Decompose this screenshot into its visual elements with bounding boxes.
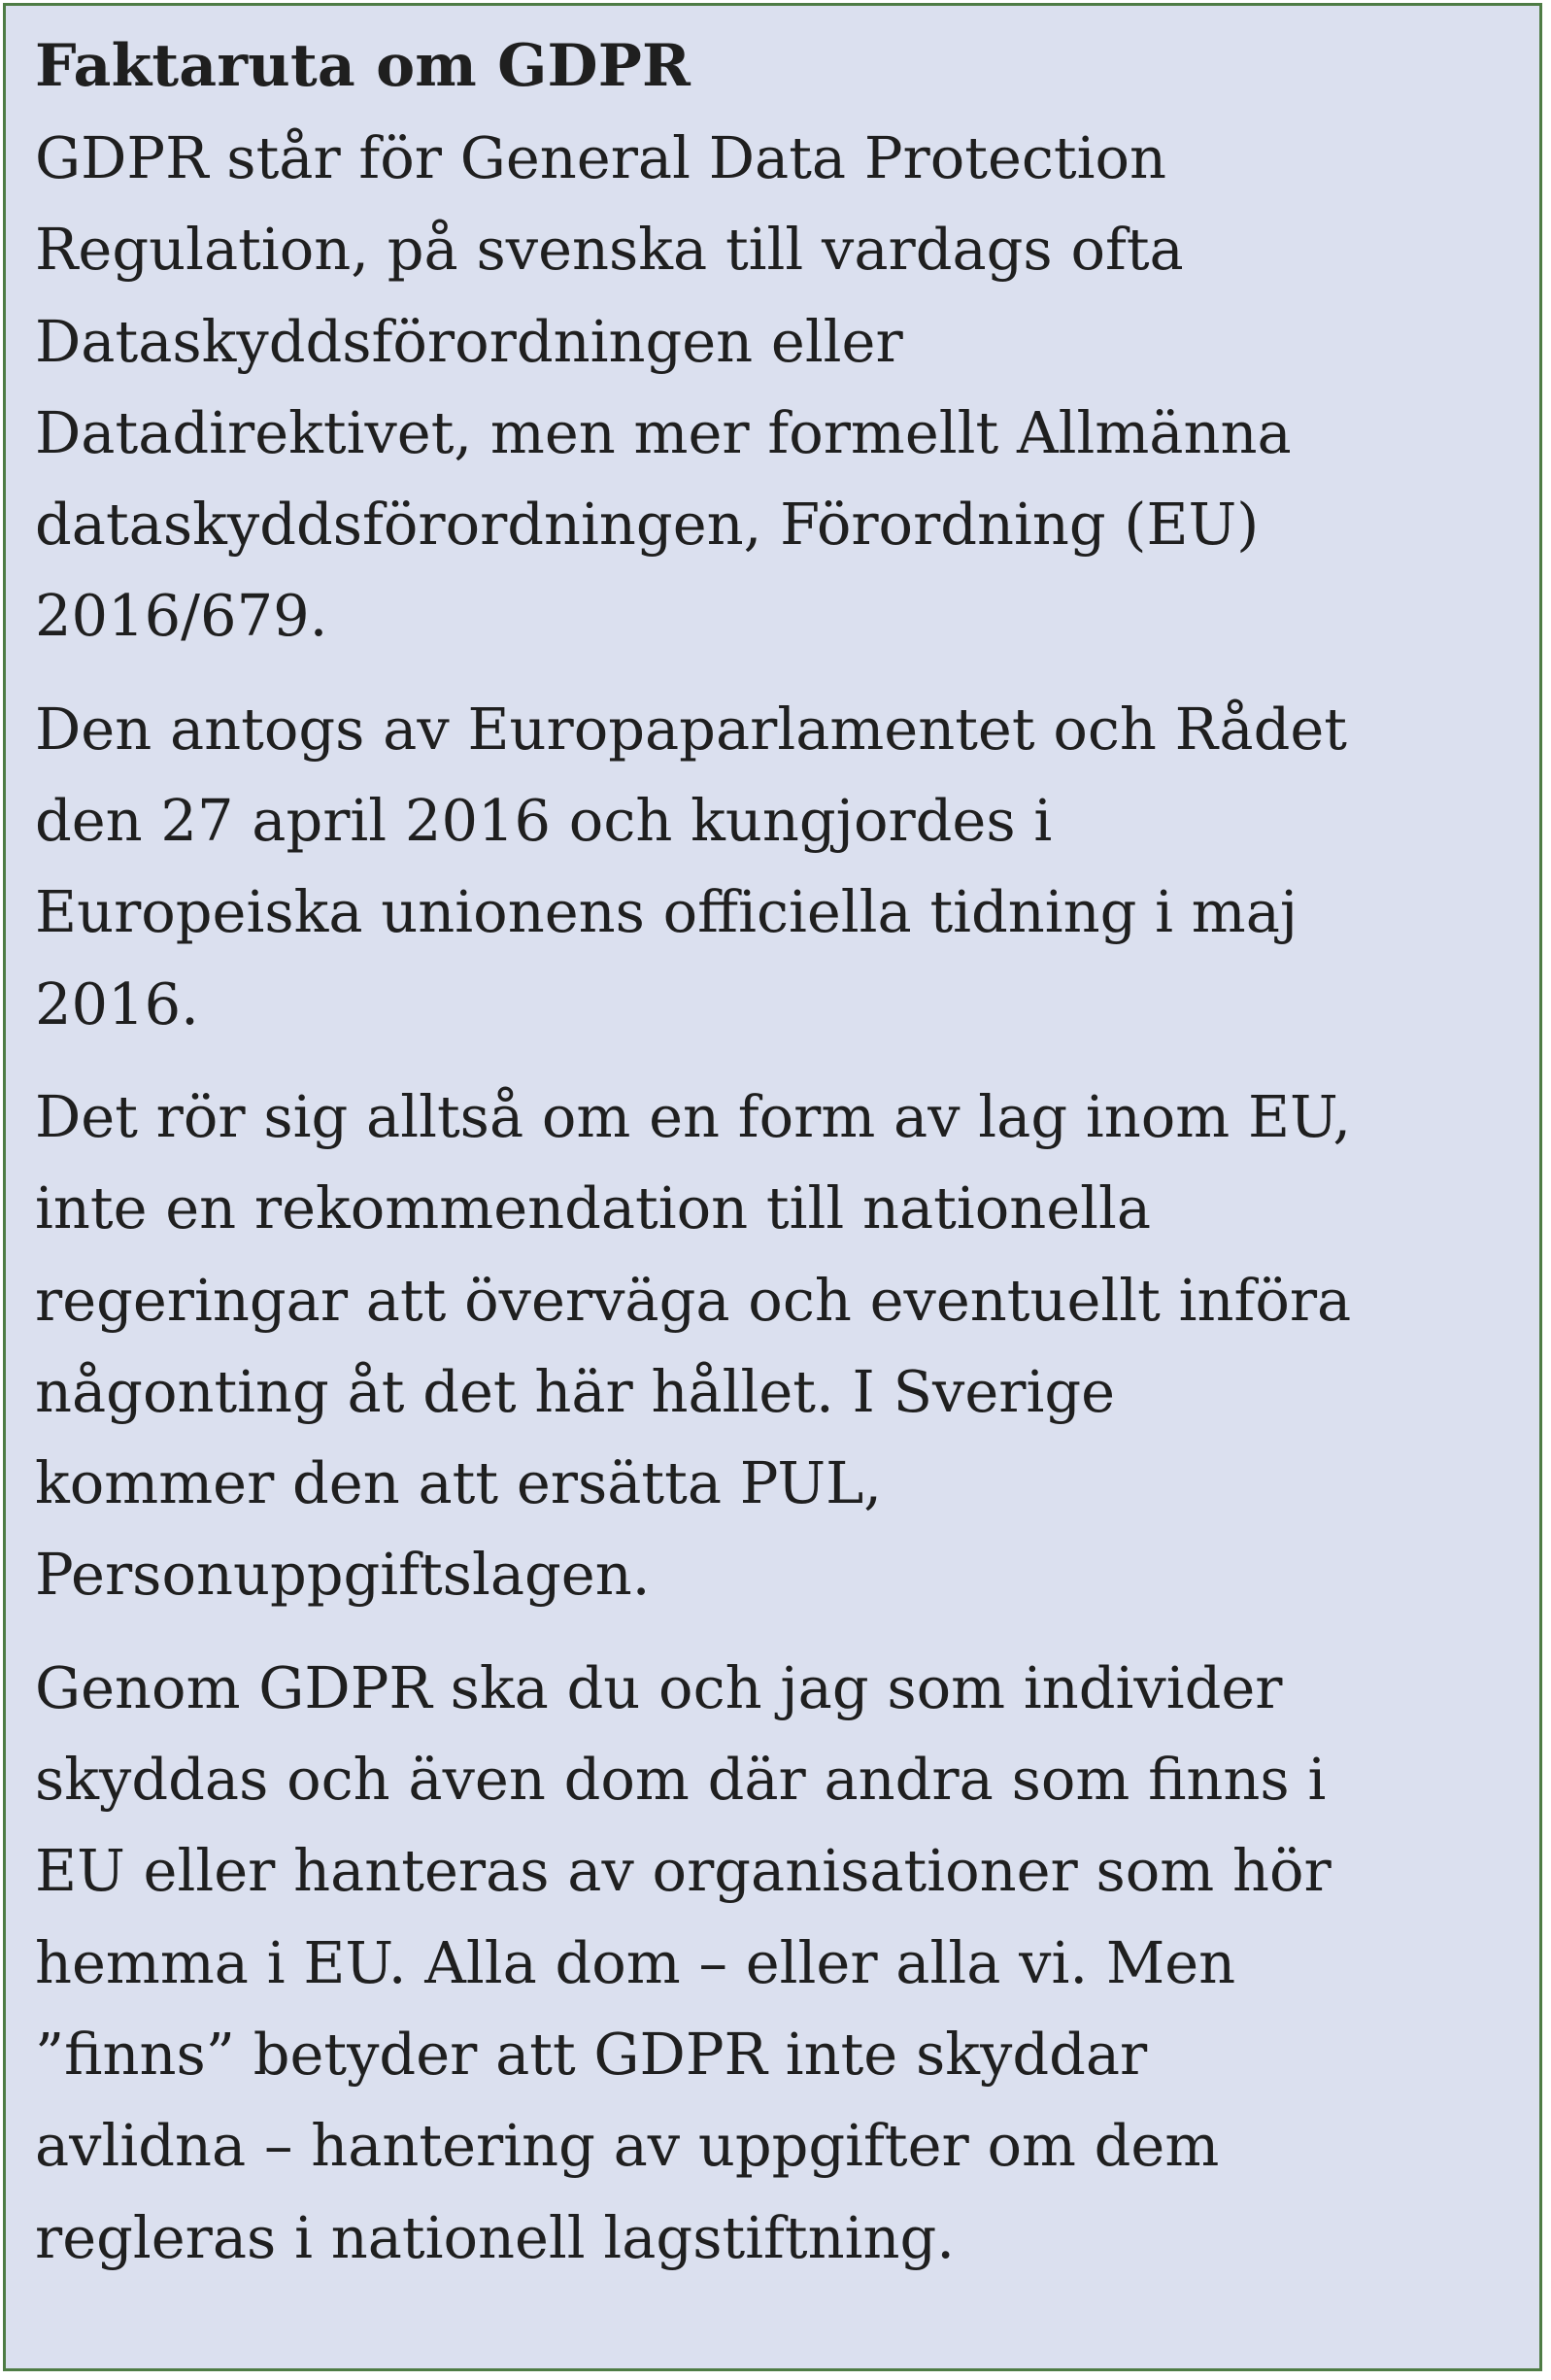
text-line: skyddas och även dom där andra som finns i (35, 1746, 1327, 1814)
text-line: Europeiska unionens officiella tidning i maj (35, 878, 1298, 946)
paragraph-legal-status (35, 1071, 1510, 1621)
text-line: Det rör sig alltså om en form av lag inom EU, (35, 1082, 1352, 1150)
text-line: Regulation, på svenska till vardags ofta (35, 216, 1184, 284)
text-line: hemma i EU. Alla dom – eller alla vi. Men (35, 1928, 1236, 1996)
text-line: GDPR står för General Data Protection (35, 124, 1167, 191)
text-line: regeringar att överväga och eventuellt införa (35, 1266, 1352, 1334)
text-line: 2016. (35, 969, 199, 1037)
text-line: 2016/679. (35, 582, 328, 650)
text-line: den 27 april 2016 och kungjordes i (35, 787, 1053, 855)
fact-box (3, 3, 1542, 2371)
paragraph-protection-scope (35, 1643, 1510, 2284)
text-line: Datadirektivet, men mer formellt Allmänna (35, 398, 1292, 466)
text-line: Dataskyddsförordningen eller (35, 307, 903, 375)
text-line: inte en rekommendation till nationella (35, 1174, 1152, 1242)
text-line: dataskyddsförordningen, Förordning (EU) (35, 491, 1260, 559)
paragraph-definition (35, 113, 1510, 663)
text-line: ”finns” betyder att GDPR inte skyddar (35, 2020, 1148, 2088)
text-line: regleras i nationell lagstiftning. (35, 2203, 955, 2271)
text-line: Den antogs av Europaparlamentet och Rådet (35, 695, 1347, 763)
text-line: EU eller hanteras av organisationer som hör (35, 1837, 1332, 1905)
paragraph-adoption (35, 684, 1510, 1050)
text-line: någonting åt det här hållet. I Sverige (35, 1357, 1116, 1425)
text-line: Genom GDPR ska du och jag som individer (35, 1653, 1283, 1721)
text-line: Personuppgiftslagen. (35, 1541, 651, 1609)
text-line: kommer den att ersätta PUL, (35, 1449, 883, 1517)
fact-box-title: Faktaruta om GDPR (35, 32, 691, 100)
text-line: avlidna – hantering av uppgifter om dem (35, 2112, 1220, 2180)
